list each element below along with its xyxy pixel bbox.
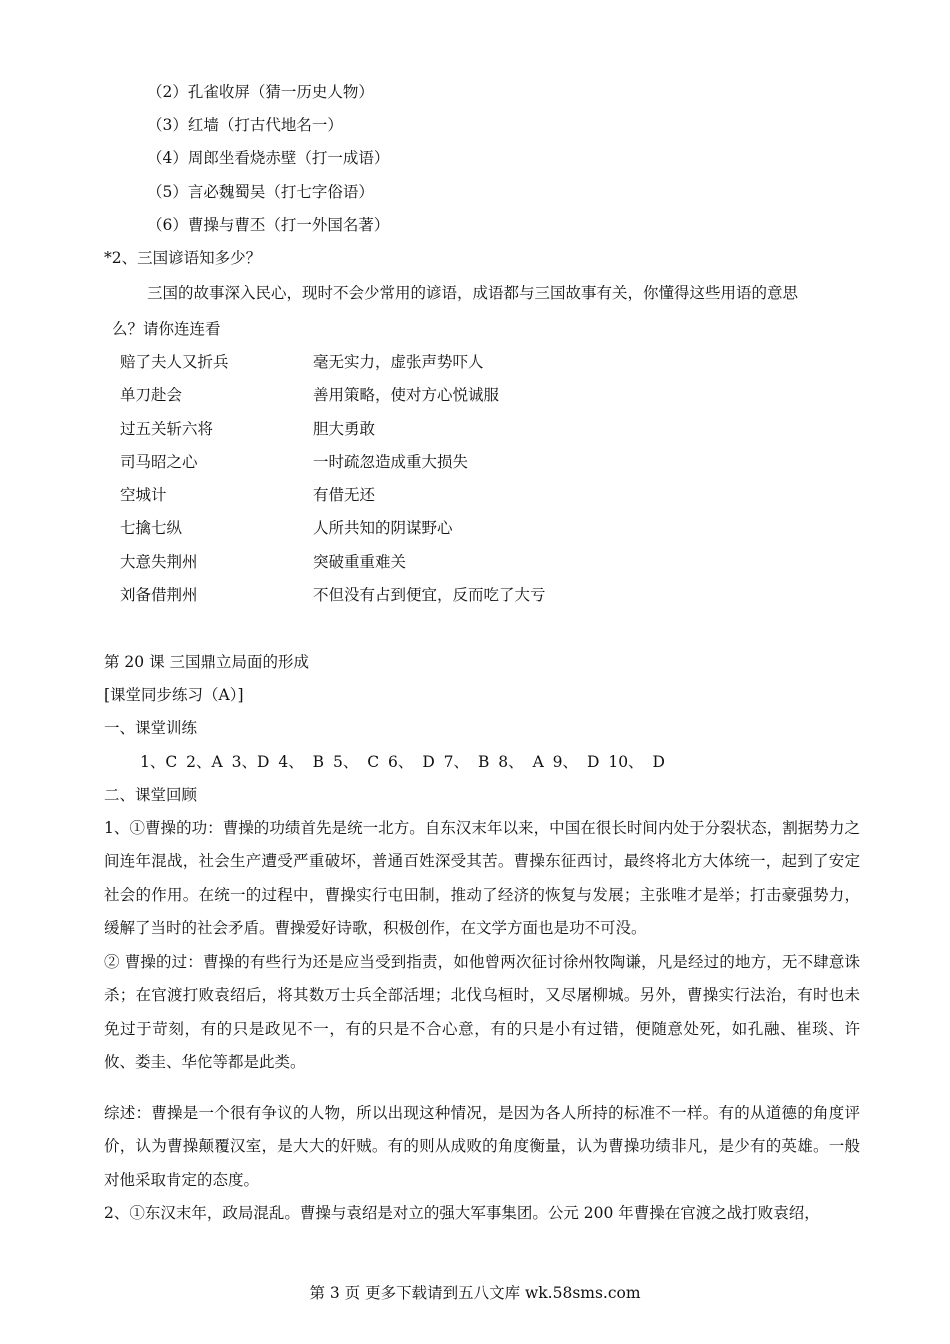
riddle-item: （5）言必魏蜀吴（打七字俗语） (147, 183, 374, 201)
section-intro-continued: 么？请你连连看 (112, 320, 221, 338)
idiom-meaning: 人所共知的阴谋野心 (313, 519, 453, 537)
idiom-term: 司马昭之心 (120, 453, 198, 471)
page-footer: 第 3 页 更多下载请到五八文库 wk.58sms.com (309, 1284, 641, 1302)
riddle-item: （3）红墙（打古代地名一） (147, 116, 343, 134)
idiom-meaning: 不但没有占到便宜，反而吃了大亏 (313, 586, 546, 604)
riddle-item: （2）孔雀收屏（猜一历史人物） (147, 83, 374, 101)
riddle-item: （4）周郎坐看烧赤壁（打一成语） (147, 149, 390, 167)
idiom-meaning: 一时疏忽造成重大损失 (313, 453, 469, 471)
idiom-term: 空城计 (120, 486, 167, 504)
idiom-term: 七擒七纵 (120, 519, 183, 537)
idiom-term: 赔了夫人又折兵 (120, 353, 229, 371)
part1-heading: 一、课堂训练 (104, 719, 198, 737)
paragraph-summary: 综述：曹操是一个很有争议的人物，所以出现这种情况，是因为各人所持的标准不一样。有的从道德的角度评价，认为曹操颠覆汉室，是大大的奸贼。有的则从成败的角度衡量，认为曹操功绩非凡，是少有的英雄。一般对他采取肯定的态度。 (104, 1104, 860, 1189)
paragraph-faults: ② 曹操的过：曹操的有些行为还是应当受到指责，如他曾两次征讨徐州牧陶谦，凡是经过的地方，无不肆意诛杀；在官渡打败袁绍后，将其数万士兵全部活埋；北伐乌桓时，又尽屠柳城。另外，曹操实行法治，有时也未免过于苛刻，有的只是政见不一，有的只是不合心意，有的只是小有过错，便随意处死，如孔融、崔琰、许攸、娄圭、华佗等都是此类。 (104, 953, 860, 1072)
idiom-term: 过五关斩六将 (120, 420, 214, 438)
idiom-meaning: 胆大勇敢 (313, 420, 376, 438)
idiom-meaning: 毫无实力，虚张声势吓人 (313, 353, 484, 371)
idiom-meaning: 善用策略，使对方心悦诚服 (313, 386, 500, 404)
paragraph-answer-2: 2、①东汉末年，政局混乱。曹操与袁绍是对立的强大军事集团。公元 200 年曹操在官渡之战打败袁绍， (104, 1204, 820, 1222)
answer-key: 1、C 2、A 3、D 4、 B 5、 C 6、 D 7、 B 8、 A 9、 D 10、 D (140, 753, 665, 771)
idiom-term: 刘备借荆州 (120, 586, 198, 604)
idiom-term: 单刀赴会 (120, 386, 183, 404)
riddle-item: （6）曹操与曹丕（打一外国名著） (147, 216, 390, 234)
paragraph-merits: 1、①曹操的功：曹操的功绩首先是统一北方。自东汉末年以来，中国在很长时间内处于分裂状态，割据势力之间连年混战，社会生产遭受严重破坏，普通百姓深受其苦。曹操东征西讨，最终将北方大体统一，起到了安定社会的作用。在统一的过程中，曹操实行屯田制，推动了经济的恢复与发展；主张唯才是举；打击豪强势力，缓解了当时的社会矛盾。曹操爱好诗歌，积极创作，在文学方面也是功不可没。 (104, 819, 860, 938)
section-heading: *2、三国谚语知多少？ (104, 249, 262, 267)
lesson-title: 第 20 课 三国鼎立局面的形成 (104, 653, 310, 671)
idiom-meaning: 有借无还 (313, 486, 376, 504)
part2-heading: 二、课堂回顾 (104, 786, 198, 804)
idiom-meaning: 突破重重难关 (313, 553, 407, 571)
idiom-term: 大意失荆州 (120, 553, 198, 571)
practice-title: [课堂同步练习（A）] (104, 686, 244, 704)
section-intro: 三国的故事深入民心，现时不会少常用的谚语，成语都与三国故事有关，你懂得这些用语的意思 (147, 284, 799, 302)
